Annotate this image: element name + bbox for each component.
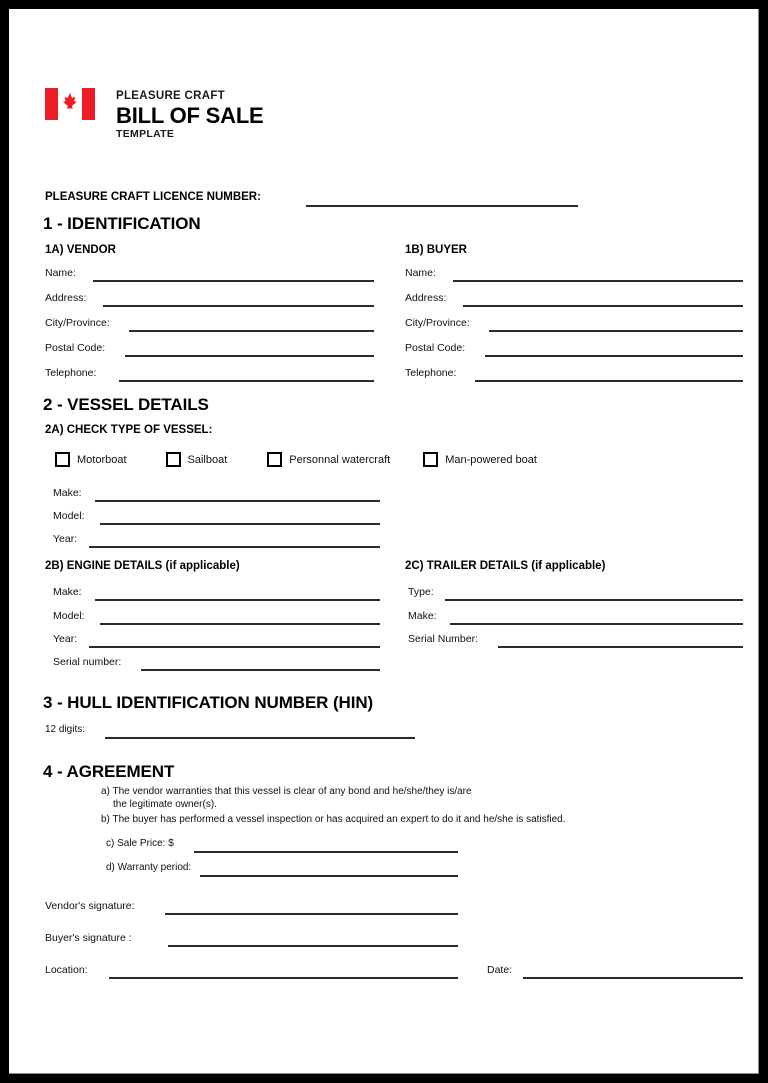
engine-make-label: Make: — [53, 586, 82, 598]
buyer-name-input[interactable] — [453, 280, 743, 282]
sale-price-label: c) Sale Price: $ — [106, 838, 174, 849]
header-line-2: BILL OF SALE — [116, 103, 264, 128]
hin-digits-label: 12 digits: — [45, 724, 86, 735]
trailer-serial-label: Serial Number: — [408, 633, 479, 645]
vendor-cityprovince-label: City/Province: — [45, 317, 110, 329]
date-input[interactable] — [523, 977, 743, 979]
checkbox-personal-watercraft-icon[interactable] — [267, 452, 282, 467]
vendor-cityprovince-input[interactable] — [129, 330, 374, 332]
flag-band-right — [82, 88, 95, 120]
engine-year-input[interactable] — [89, 646, 380, 648]
vessel-type-checkbox-row — [55, 452, 537, 467]
trailer-details-heading: 2C) TRAILER DETAILS (if applicable) — [405, 560, 606, 572]
sale-price-input[interactable] — [194, 851, 458, 853]
vendor-postalcode-label: Postal Code: — [45, 342, 106, 354]
header-line-1: PLEASURE CRAFT — [116, 90, 225, 102]
vessel-type-heading: 2A) CHECK TYPE OF VESSEL: — [45, 424, 213, 436]
buyer-postalcode-input[interactable] — [485, 355, 743, 357]
section-4-heading: 4 - AGREEMENT — [43, 762, 175, 781]
maple-leaf-icon — [59, 92, 81, 116]
canada-flag-icon — [45, 88, 95, 120]
vendor-telephone-input[interactable] — [119, 380, 374, 382]
vessel-type-personal-watercraft[interactable] — [267, 452, 390, 467]
vessel-model-label: Model: — [53, 510, 85, 522]
engine-model-label: Model: — [53, 610, 85, 622]
engine-year-label: Year: — [53, 633, 78, 645]
vessel-type-motorboat[interactable] — [55, 452, 127, 467]
buyer-name-label: Name: — [405, 267, 436, 279]
vendor-heading: 1A) VENDOR — [45, 244, 116, 256]
document-page — [9, 9, 759, 1074]
location-input[interactable] — [109, 977, 458, 979]
vessel-model-input[interactable] — [100, 523, 380, 525]
checkbox-motorboat-icon[interactable] — [55, 452, 70, 467]
location-label: Location: — [45, 964, 88, 976]
buyer-heading: 1B) BUYER — [405, 244, 467, 256]
vessel-type-man-powered-boat[interactable] — [423, 452, 537, 467]
vendor-name-input[interactable] — [93, 280, 374, 282]
vessel-type-sailboat-label: Sailboat — [187, 453, 228, 466]
vessel-year-label: Year: — [53, 533, 78, 545]
section-2-heading: 2 - VESSEL DETAILS — [43, 395, 209, 414]
trailer-type-label: Type: — [408, 586, 434, 598]
flag-band-left — [45, 88, 58, 120]
document-canvas — [9, 9, 759, 1074]
warranty-period-label: d) Warranty period: — [106, 862, 192, 873]
buyer-address-label: Address: — [405, 292, 447, 304]
trailer-type-input[interactable] — [445, 599, 743, 601]
vendor-postalcode-input[interactable] — [125, 355, 374, 357]
vendor-signature-label: Vendor's signature: — [45, 900, 135, 912]
buyer-signature-label: Buyer's signature : — [45, 932, 132, 944]
engine-details-heading: 2B) ENGINE DETAILS (if applicable) — [45, 560, 240, 572]
buyer-telephone-input[interactable] — [475, 380, 743, 382]
vessel-make-label: Make: — [53, 487, 82, 499]
engine-serial-label: Serial number: — [53, 656, 122, 668]
header-line-3: TEMPLATE — [116, 128, 175, 140]
vendor-name-label: Name: — [45, 267, 76, 279]
vessel-type-man-powered-boat-label: Man-powered boat — [445, 453, 537, 466]
vendor-telephone-label: Telephone: — [45, 367, 97, 379]
buyer-cityprovince-label: City/Province: — [405, 317, 470, 329]
vessel-year-input[interactable] — [89, 546, 380, 548]
engine-make-input[interactable] — [95, 599, 380, 601]
agreement-clause-a-line-1: a) The vendor warranties that this vessel is clear of any bond and he/she/they is/are — [101, 786, 472, 797]
header-titles — [116, 88, 264, 141]
engine-model-input[interactable] — [100, 623, 380, 625]
date-label: Date: — [487, 964, 513, 976]
buyer-address-input[interactable] — [463, 305, 743, 307]
buyer-cityprovince-input[interactable] — [489, 330, 743, 332]
vendor-address-label: Address: — [45, 292, 87, 304]
section-3-heading: 3 - HULL IDENTIFICATION NUMBER (HIN) — [43, 693, 374, 712]
licence-number-label: PLEASURE CRAFT LICENCE NUMBER: — [45, 191, 261, 203]
document-header — [45, 88, 264, 141]
vessel-type-motorboat-label: Motorboat — [77, 453, 127, 466]
buyer-postalcode-label: Postal Code: — [405, 342, 466, 354]
vendor-signature-input[interactable] — [165, 913, 458, 915]
engine-serial-input[interactable] — [141, 669, 380, 671]
hin-digits-input[interactable] — [105, 737, 415, 739]
agreement-clause-a-line-2: the legitimate owner(s). — [113, 799, 217, 810]
buyer-signature-input[interactable] — [168, 945, 458, 947]
vendor-address-input[interactable] — [103, 305, 374, 307]
checkbox-sailboat-icon[interactable] — [166, 452, 181, 467]
vessel-make-input[interactable] — [95, 500, 380, 502]
trailer-serial-input[interactable] — [498, 646, 743, 648]
vessel-type-sailboat[interactable] — [166, 452, 228, 467]
agreement-clause-b: b) The buyer has performed a vessel inspection or has acquired an expert to do it and he/she is satisfied. — [101, 814, 566, 825]
trailer-make-label: Make: — [408, 610, 437, 622]
licence-number-input[interactable] — [306, 205, 578, 207]
checkbox-man-powered-boat-icon[interactable] — [423, 452, 438, 467]
section-1-heading: 1 - IDENTIFICATION — [43, 214, 201, 233]
buyer-telephone-label: Telephone: — [405, 367, 457, 379]
vessel-type-personal-watercraft-label: Personnal watercraft — [289, 453, 391, 466]
warranty-period-input[interactable] — [200, 875, 458, 877]
trailer-make-input[interactable] — [450, 623, 743, 625]
